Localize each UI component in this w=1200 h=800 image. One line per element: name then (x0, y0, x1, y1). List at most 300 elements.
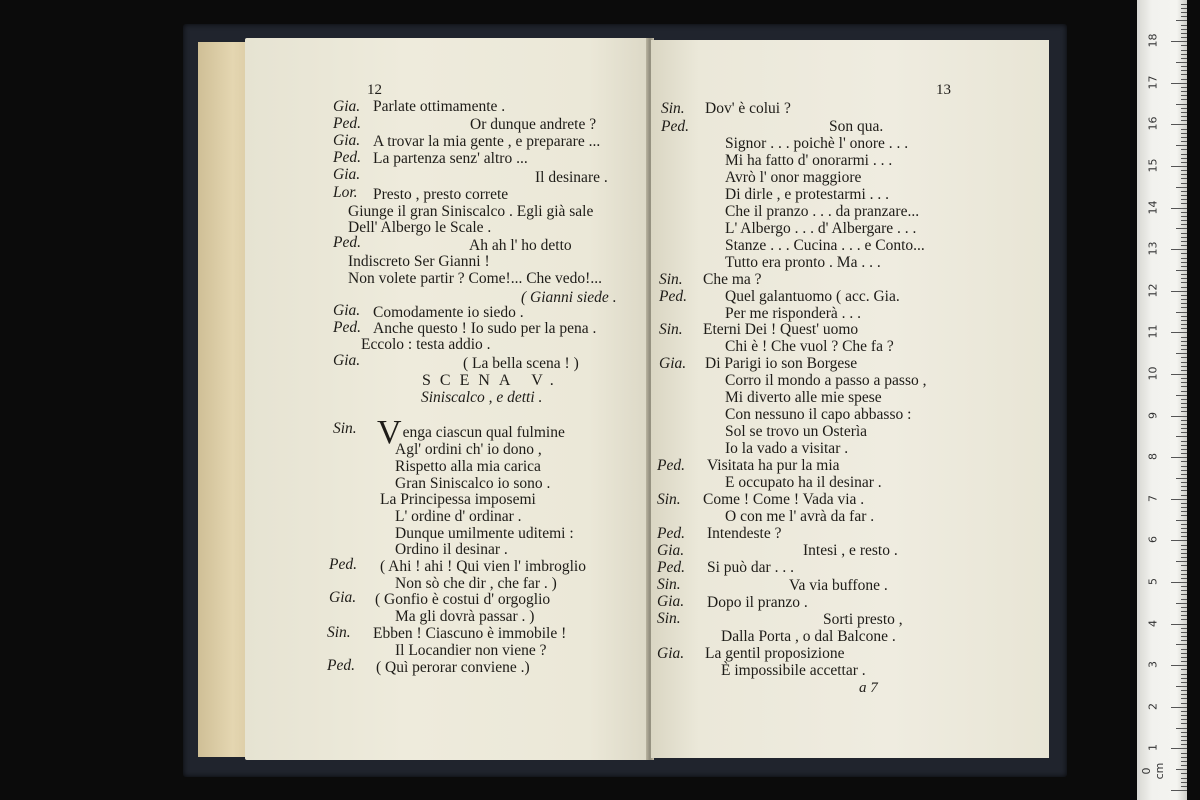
ruler-tick (1181, 141, 1187, 142)
ruler-tick (1181, 158, 1187, 159)
verse-line: Agl' ordini ch' io dono , (395, 441, 542, 458)
ruler-tick (1181, 411, 1187, 412)
ruler-tick (1176, 603, 1187, 604)
ruler-tick (1181, 50, 1187, 51)
ruler-tick (1171, 124, 1187, 125)
ruler-tick (1181, 16, 1187, 17)
speaker-label: Sin. (333, 420, 357, 437)
ruler-tick (1181, 233, 1187, 234)
ruler-tick (1181, 507, 1187, 508)
ruler-tick (1181, 403, 1187, 404)
verse-line: Che il pranzo . . . da pranzare... (725, 203, 920, 220)
ruler-tick (1181, 328, 1187, 329)
ruler-tick (1181, 149, 1187, 150)
verse-line: ( Gonfio è costui d' orgoglio (375, 591, 551, 608)
ruler-tick (1176, 644, 1187, 645)
ruler-tick (1181, 37, 1187, 38)
ruler-number: 5 (1146, 578, 1160, 585)
ruler-tick (1181, 282, 1187, 283)
verse-line: Mi ha fatto d' onorarmi . . . (725, 152, 893, 169)
ruler-tick (1171, 707, 1187, 708)
stage-direction: ( Gianni siede . (521, 289, 617, 306)
ruler-number: 16 (1146, 116, 1160, 131)
speaker-label: Gia. (333, 98, 361, 115)
ruler-tick (1181, 657, 1187, 658)
ruler-tick (1181, 557, 1187, 558)
drop-cap: V (377, 414, 402, 451)
verse-line: Avrò l' onor maggiore (725, 169, 862, 186)
ruler-tick (1181, 611, 1187, 612)
verse-line: Eterni Dei ! Quest' uomo (703, 321, 859, 338)
ruler-tick (1171, 374, 1187, 375)
speaker-label: Gia. (657, 593, 685, 610)
verse-line: O con me l' avrà da far . (725, 508, 875, 525)
verse-line: Intendeste ? (707, 525, 782, 542)
ruler-tick (1181, 495, 1187, 496)
speaker-label: Ped. (657, 525, 685, 542)
ruler-tick (1181, 299, 1187, 300)
ruler-tick (1181, 258, 1187, 259)
ruler-tick (1181, 524, 1187, 525)
ruler-tick (1176, 187, 1187, 188)
speaker-label: Sin. (657, 610, 681, 627)
verse-line: A trovar la mia gente , e preparare ... (373, 133, 601, 150)
ruler-tick (1181, 399, 1187, 400)
ruler-tick (1181, 137, 1187, 138)
page-number: 13 (936, 82, 951, 98)
verse-line: Anche questo ! Io sudo per la pena . (373, 320, 597, 337)
ruler-tick (1181, 357, 1187, 358)
ruler-tick (1181, 99, 1187, 100)
verse-line: Indiscreto Ser Gianni ! (348, 253, 490, 270)
ruler-tick (1181, 553, 1187, 554)
verse-line: È impossibile accettar . (721, 662, 866, 679)
verse-line: Stanze . . . Cucina . . . e Conto... (725, 237, 925, 254)
ruler-tick (1176, 395, 1187, 396)
ruler-tick (1181, 245, 1187, 246)
ruler-tick (1181, 698, 1187, 699)
ruler-tick (1181, 661, 1187, 662)
speaker-label: Gia. (333, 352, 361, 369)
ruler-tick (1181, 191, 1187, 192)
scene-characters: Siniscalco , e detti . (421, 389, 543, 406)
verse-line: Sol se trovo un Osterìa (725, 423, 868, 440)
ruler-tick (1181, 237, 1187, 238)
ruler-tick (1181, 382, 1187, 383)
ruler-tick (1181, 199, 1187, 200)
ruler-tick (1171, 624, 1187, 625)
ruler-tick (1181, 170, 1187, 171)
speaker-label: Ped. (661, 118, 689, 135)
ruler-tick (1176, 686, 1187, 687)
verse-line: Visitata ha pur la mia (707, 457, 840, 474)
ruler-tick (1181, 474, 1187, 475)
stage-direction: ( La bella scena ! ) (463, 355, 579, 372)
ruler-tick (1181, 320, 1187, 321)
ruler-tick (1181, 782, 1187, 783)
ruler-tick (1171, 41, 1187, 42)
verse-line: Dalla Porta , o dal Balcone . (721, 628, 896, 645)
verse-line: Sorti presto , (823, 611, 903, 628)
ruler-tick (1171, 291, 1187, 292)
ruler-tick (1171, 208, 1187, 209)
speaker-label: Sin. (659, 321, 683, 338)
verse-line: Non volete partir ? Come!... Che vedo!... (348, 270, 602, 287)
ruler-tick (1181, 669, 1187, 670)
speaker-label: Gia. (333, 166, 361, 183)
verse-line: Or dunque andrete ? (470, 116, 597, 133)
verse-line: Dov' è colui ? (705, 100, 791, 117)
verse-line: Giunge il gran Siniscalco . Egli già sale (348, 203, 594, 220)
ruler-tick (1181, 220, 1187, 221)
ruler-tick (1171, 540, 1187, 541)
ruler-tick (1181, 54, 1187, 55)
ruler-tick (1181, 574, 1187, 575)
ruler-tick (1176, 520, 1187, 521)
ruler-tick (1181, 316, 1187, 317)
verse-line: Ordino il desinar . (395, 541, 508, 558)
verse-line: Comodamente io siedo . (373, 304, 524, 321)
ruler-tick (1181, 362, 1187, 363)
ruler-tick (1181, 532, 1187, 533)
ruler-tick (1181, 195, 1187, 196)
verse-line: La gentil proposizione (705, 645, 845, 662)
signature-mark: a 7 (859, 680, 878, 696)
ruler-number: 4 (1146, 619, 1160, 627)
ruler-tick (1181, 337, 1187, 338)
ruler-tick (1181, 91, 1187, 92)
ruler-tick (1181, 711, 1187, 712)
ruler-tick (1181, 649, 1187, 650)
ruler-number: 2 (1146, 702, 1160, 710)
ruler-tick (1181, 732, 1187, 733)
ruler-tick (1181, 33, 1187, 34)
ruler-tick (1181, 295, 1187, 296)
ruler-tick (1181, 694, 1187, 695)
ruler-tick (1181, 736, 1187, 737)
speaker-label: Sin. (327, 624, 351, 641)
ruler-tick (1181, 349, 1187, 350)
ruler-tick (1181, 761, 1187, 762)
ruler-tick (1181, 586, 1187, 587)
verse-line: Dopo il pranzo . (707, 594, 808, 611)
ruler-tick (1171, 582, 1187, 583)
ruler-tick (1181, 253, 1187, 254)
ruler-number: 11 (1146, 324, 1160, 339)
ruler-tick (1181, 653, 1187, 654)
ruler-number: 6 (1146, 536, 1160, 544)
ruler-tick (1181, 515, 1187, 516)
ruler-number: 17 (1146, 75, 1160, 90)
ruler-tick (1181, 420, 1187, 421)
verse-line: Come ! Come ! Vada via . (703, 491, 865, 508)
ruler-tick (1181, 266, 1187, 267)
ruler-tick (1181, 70, 1187, 71)
verse-line: Mi diverto alle mie spese (725, 389, 882, 406)
ruler-tick (1181, 307, 1187, 308)
ruler-tick (1181, 116, 1187, 117)
ruler-tick (1181, 640, 1187, 641)
ruler-tick (1181, 599, 1187, 600)
ruler-tick (1176, 20, 1187, 21)
ruler-tick (1181, 378, 1187, 379)
ruler-tick (1181, 490, 1187, 491)
ruler-tick (1176, 728, 1187, 729)
page-number: 12 (367, 82, 382, 98)
ruler-tick (1181, 765, 1187, 766)
speaker-label: Sin. (659, 271, 683, 288)
verse-line: Ah ah l' ho detto (469, 237, 572, 254)
ruler-tick (1181, 212, 1187, 213)
ruler-tick (1181, 528, 1187, 529)
ruler-number: 7 (1146, 494, 1160, 502)
ruler-tick (1181, 486, 1187, 487)
verse-line: Il desinare . (535, 169, 608, 186)
ruler-unit-label: 0 cm (1140, 762, 1166, 780)
ruler-tick (1176, 270, 1187, 271)
ruler-tick (1181, 278, 1187, 279)
ruler-tick (1181, 12, 1187, 13)
ruler-tick (1181, 262, 1187, 263)
speaker-label: Ped. (333, 234, 361, 251)
ruler-tick (1181, 449, 1187, 450)
ruler-tick (1181, 203, 1187, 204)
ruler-tick (1181, 183, 1187, 184)
ruler-tick (1181, 432, 1187, 433)
ruler-tick (1181, 366, 1187, 367)
ruler-tick (1171, 748, 1187, 749)
verse-line: Son qua. (829, 118, 884, 135)
speaker-label: Gia. (333, 132, 361, 149)
right-page (651, 40, 1049, 758)
speaker-label: Gia. (333, 302, 361, 319)
ruler-tick (1181, 740, 1187, 741)
ruler-tick (1181, 287, 1187, 288)
speaker-label: Gia. (329, 589, 357, 606)
verse-line: Per me risponderà . . . (725, 305, 862, 322)
speaker-label: Ped. (329, 556, 357, 573)
ruler-tick (1181, 536, 1187, 537)
ruler-number: 15 (1146, 158, 1160, 173)
verse-line: Io la vado a visitar . (725, 440, 849, 457)
speaker-label: Ped. (333, 149, 361, 166)
ruler-tick (1181, 778, 1187, 779)
ruler-tick (1181, 690, 1187, 691)
ruler-tick (1171, 249, 1187, 250)
ruler-tick (1181, 678, 1187, 679)
ruler-tick (1181, 753, 1187, 754)
ruler-tick (1181, 224, 1187, 225)
ruler-tick (1181, 719, 1187, 720)
ruler-tick (1181, 570, 1187, 571)
ruler-number: 9 (1146, 411, 1160, 419)
measurement-ruler (1137, 0, 1187, 800)
ruler-tick (1181, 511, 1187, 512)
verse-line: E occupato ha il desinar . (725, 474, 882, 491)
verse-line: Intesi , e resto . (803, 542, 898, 559)
ruler-tick (1181, 744, 1187, 745)
verse-line: Venga ciascun qual fulmine (377, 414, 565, 451)
ruler-tick (1181, 594, 1187, 595)
ruler-tick (1181, 715, 1187, 716)
ruler-tick (1181, 628, 1187, 629)
ruler-tick (1181, 428, 1187, 429)
ruler-tick (1181, 391, 1187, 392)
ruler-tick (1181, 386, 1187, 387)
verse-line: Tutto era pronto . Ma . . . (725, 254, 881, 271)
verse-line: Gran Siniscalco io sono . (395, 475, 551, 492)
verse-line: Di Parigi io son Borgese (705, 355, 858, 372)
ruler-tick (1181, 549, 1187, 550)
ruler-tick (1181, 108, 1187, 109)
ruler-tick (1181, 773, 1187, 774)
ruler-tick (1181, 95, 1187, 96)
ruler-tick (1181, 786, 1187, 787)
ruler-tick (1171, 166, 1187, 167)
ruler-tick (1181, 461, 1187, 462)
left-page (245, 38, 649, 760)
ruler-tick (1181, 636, 1187, 637)
ruler-tick (1181, 129, 1187, 130)
ruler-tick (1181, 615, 1187, 616)
ruler-tick (1181, 682, 1187, 683)
ruler-tick (1181, 154, 1187, 155)
verse-line: Corro il mondo a passo a passo , (725, 372, 927, 389)
ruler-tick (1181, 324, 1187, 325)
ruler-tick (1176, 769, 1187, 770)
ruler-tick (1181, 453, 1187, 454)
ruler-tick (1181, 58, 1187, 59)
ruler-tick (1181, 79, 1187, 80)
verse-line: Signor . . . poichè l' onore . . . (725, 135, 909, 152)
ruler-tick (1181, 162, 1187, 163)
ruler-tick (1171, 416, 1187, 417)
ruler-tick (1181, 341, 1187, 342)
ruler-tick (1181, 503, 1187, 504)
ruler-tick (1176, 312, 1187, 313)
ruler-tick (1181, 303, 1187, 304)
verse-line: Presto , presto correte (373, 186, 509, 203)
verse-line: La partenza senz' altro ... (373, 150, 528, 167)
ruler-tick (1181, 607, 1187, 608)
verse-line: Ebben ! Ciascuno è immobile ! (373, 625, 567, 642)
ruler-tick (1176, 104, 1187, 105)
ruler-tick (1181, 74, 1187, 75)
ruler-tick (1171, 790, 1187, 791)
ruler-tick (1181, 345, 1187, 346)
ruler-tick (1171, 457, 1187, 458)
ruler-number: 13 (1146, 241, 1160, 256)
ruler-tick (1181, 133, 1187, 134)
ruler-number: 8 (1146, 453, 1160, 461)
verse-line: ( Quì perorar conviene .) (376, 659, 530, 676)
ruler-tick (1181, 87, 1187, 88)
verse-line: Va via buffone . (789, 577, 888, 594)
ruler-tick (1176, 561, 1187, 562)
ruler-tick (1176, 145, 1187, 146)
verse-line: Dell' Albergo le Scale . (348, 219, 492, 236)
ruler-tick (1181, 545, 1187, 546)
ruler-tick (1181, 216, 1187, 217)
speaker-label: Gia. (657, 542, 685, 559)
ruler-tick (1181, 424, 1187, 425)
speaker-label: Sin. (657, 576, 681, 593)
speaker-label: Ped. (333, 115, 361, 132)
ruler-tick (1181, 370, 1187, 371)
speaker-label: Sin. (657, 491, 681, 508)
ruler-tick (1171, 499, 1187, 500)
ruler-tick (1181, 757, 1187, 758)
verse-line: Non sò che dir , che far . ) (395, 575, 557, 592)
ruler-tick (1176, 62, 1187, 63)
ruler-tick (1181, 45, 1187, 46)
speaker-label: Ped. (657, 559, 685, 576)
speaker-label: Ped. (327, 657, 355, 674)
ruler-number: 3 (1146, 661, 1160, 669)
ruler-tick (1181, 470, 1187, 471)
ruler-number: 18 (1146, 33, 1160, 48)
verse-line: Con nessuno il capo abbasso : (725, 406, 912, 423)
ruler-tick (1181, 445, 1187, 446)
speaker-label: Ped. (659, 288, 687, 305)
speaker-label: Lor. (333, 184, 358, 201)
ruler-tick (1181, 25, 1187, 26)
ruler-tick (1181, 407, 1187, 408)
speaker-label: Gia. (659, 355, 687, 372)
verse-line: Che ma ? (703, 271, 762, 288)
verse-line: Chi è ! Che vuol ? Che fa ? (725, 338, 894, 355)
ruler-tick (1181, 66, 1187, 67)
ruler-tick (1181, 703, 1187, 704)
verse-line: Ma gli dovrà passar . ) (395, 608, 535, 625)
ruler-tick (1181, 4, 1187, 5)
ruler-tick (1171, 332, 1187, 333)
verse-line: Eccolo : testa addio . (361, 336, 491, 353)
ruler-tick (1181, 674, 1187, 675)
ruler-tick (1181, 112, 1187, 113)
ruler-tick (1181, 8, 1187, 9)
ruler-tick (1181, 632, 1187, 633)
ruler-number: 10 (1146, 366, 1160, 381)
ruler-tick (1181, 274, 1187, 275)
verse-line: La Principessa imposemi (380, 491, 536, 508)
ruler-tick (1176, 228, 1187, 229)
scene-heading: SCENA V. (422, 372, 563, 389)
ruler-tick (1181, 565, 1187, 566)
ruler-tick (1181, 174, 1187, 175)
ruler-tick (1181, 723, 1187, 724)
ruler-tick (1176, 478, 1187, 479)
ruler-tick (1171, 83, 1187, 84)
ruler-tick (1181, 482, 1187, 483)
speaker-label: Ped. (657, 457, 685, 474)
verse-line: ( Ahi ! ahi ! Qui vien l' imbroglio (380, 558, 586, 575)
ruler-tick (1171, 665, 1187, 666)
verse-line: Di dirle , e protestarmi . . . (725, 186, 889, 203)
ruler-tick (1181, 178, 1187, 179)
verse-line: Parlate ottimamente . (373, 98, 506, 115)
ruler-number: 1 (1146, 744, 1160, 752)
ruler-tick (1181, 441, 1187, 442)
ruler-tick (1176, 436, 1187, 437)
verse-line: Si può dar . . . (707, 559, 794, 576)
ruler-tick (1181, 241, 1187, 242)
ruler-tick (1181, 619, 1187, 620)
verse-line: Rispetto alla mia carica (395, 458, 541, 475)
speaker-label: Sin. (661, 100, 685, 117)
ruler-number: 12 (1146, 283, 1160, 298)
verse-line: Dunque umilmente uditemi : (395, 525, 574, 542)
